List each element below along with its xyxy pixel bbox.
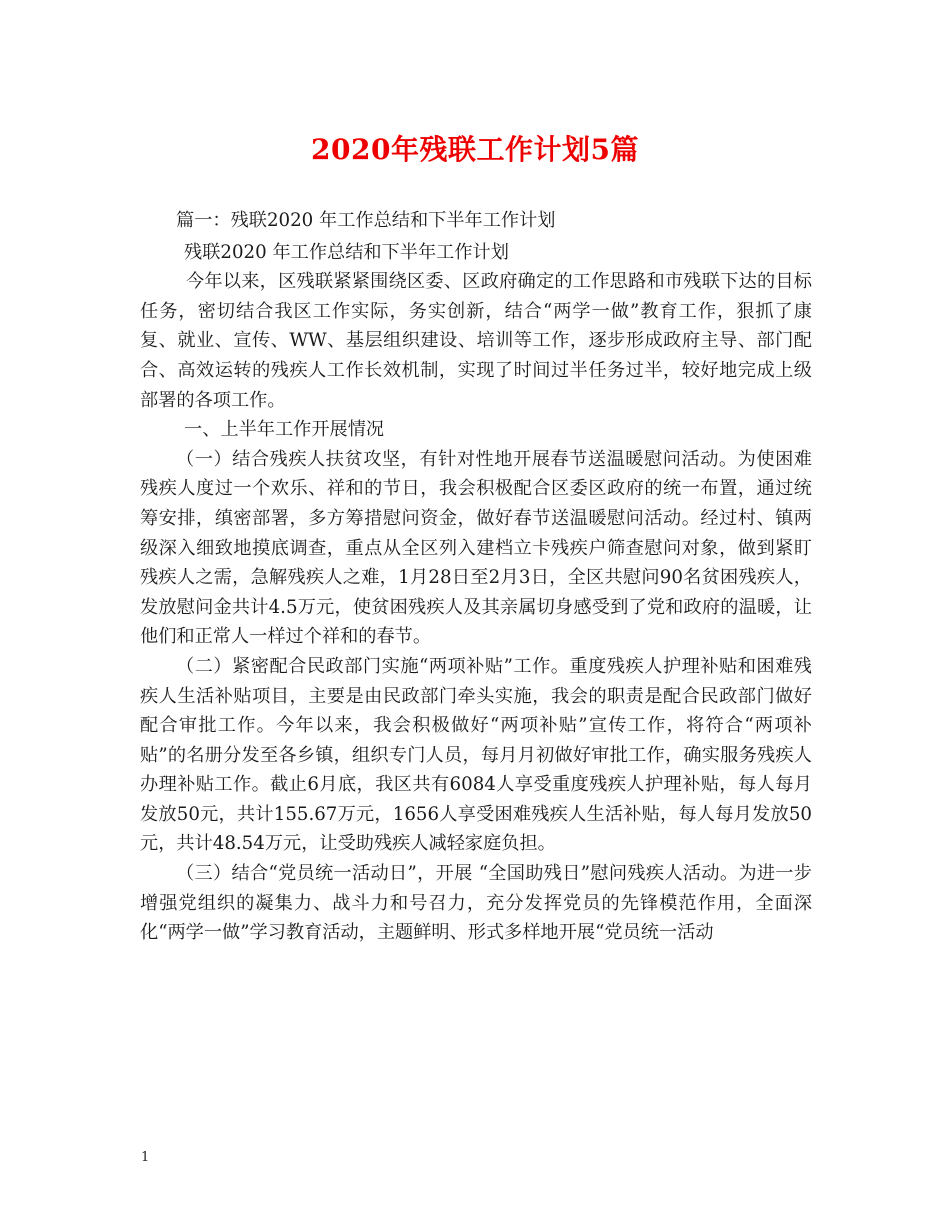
section-heading: 篇一：残联2020 年工作总结和下半年工作计划 <box>176 210 556 231</box>
heading-first-half-work: 一、上半年工作开展情况 <box>184 419 385 441</box>
document-body <box>140 206 812 948</box>
paragraph-section-three: （三）结合“党员统一活动日”，开展 “全国助残日”慰问残疾人活动。为进一步增强党组织的凝集力、战斗力和号召力，充分发挥党员的先锋模范作用，全面深化“两学一做”学习教育活动，主题鲜明、形式多样地开展“党员统一活动 <box>140 863 812 944</box>
page-number: 1 <box>141 1150 150 1165</box>
paragraph-intro: 今年以来，区残联紧紧围绕区委、区政府确定的工作思路和市残联下达的目标任务，密切结合我区工作实际，务实创新，结合“两学一做”教育工作，狠抓了康复、就业、宣传、WW、基层组织建设、培训等工作，逐步形成政府主导、部门配合、高效运转的残疾人工作长效机制，实现了时间过半任务过半，较好地完成上级部署的各项工作。 <box>140 271 812 411</box>
paragraph-section-two: （二）紧密配合民政部门实施“两项补贴”工作。重度残疾人护理补贴和困难残疾人生活补贴项目，主要是由民政部门牵头实施，我会的职责是配合民政部门做好配合审批工作。今年以来，我会积极做好“两项补贴”宣传工作，将符合“两项补贴”的名册分发至各乡镇，组织专门人员，每月月初做好审批工作，确实服务残疾人办理补贴工作。截止6月底，我区共有6084人享受重度残疾人护理补贴，每人每月发放50元，共计155.67万元，1656人享受困难残疾人生活补贴，每人每月发放50元，共计48.54万元，让受助残疾人减轻家庭负担。 <box>140 655 812 855</box>
paragraph-section-one: （一）结合残疾人扶贫攻坚，有针对性地开展春节送温暖慰问活动。为使困难残疾人度过一个欢乐、祥和的节日，我会积极配合区委区政府的统一布置，通过统筹安排，缜密部署，多方筹措慰问资金，做好春节送温暖慰问活动。经过村、镇两级深入细致地摸底调查，重点从全区列入建档立卡残疾户筛查慰问对象，做到紧盯残疾人之需，急解残疾人之难，1月28日至2月3日，全区共慰问90名贫困残疾人，发放慰问金共计4.5万元，使贫困残疾人及其亲属切身感受到了党和政府的温暖，让他们和正常人一样过个祥和的春节。 <box>140 448 812 648</box>
document-title: 2020年残联工作计划5篇 <box>311 133 639 166</box>
section-subtitle: 残联2020 年工作总结和下半年工作计划 <box>184 241 509 263</box>
